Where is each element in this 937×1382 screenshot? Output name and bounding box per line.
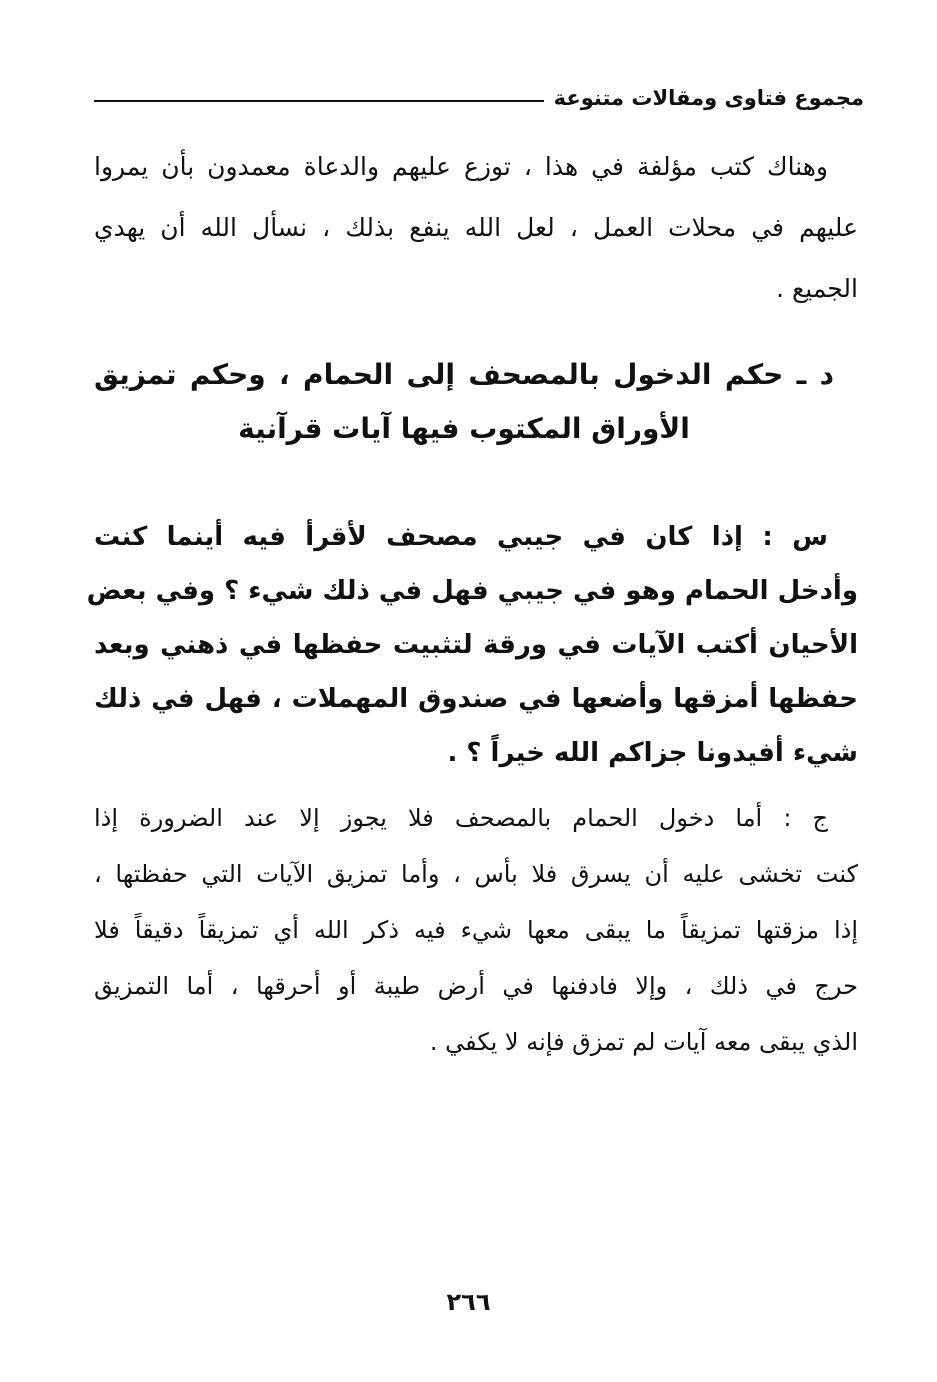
- question-line: وأدخل الحمام وهو في جيبي فهل في ذلك شيء ؟ وفي بعض: [86, 576, 858, 606]
- section-heading-line: د ـ حكم الدخول بالمصحف إلى الحمام ، وحكم تمزيق: [94, 358, 834, 391]
- section-heading-line: الأوراق المكتوب فيها آيات قرآنية: [238, 412, 690, 445]
- running-header: [94, 78, 864, 118]
- page-number: ٢٦٦: [446, 1288, 491, 1316]
- answer-paragraph: [94, 790, 858, 1070]
- intro-line: وهناك كتب مؤلفة في هذا ، توزع عليهم والدعاة معمدون بأن يمروا: [94, 152, 828, 181]
- answer-line: كنت تخشى عليه أن يسرق فلا بأس ، وأما تمزيق الآيات التي حفظتها ،: [94, 860, 858, 888]
- answer-line: حرج في ذلك ، وإلا فادفنها في أرض طيبة أو أحرقها ، أما التمزيق: [94, 972, 858, 1000]
- question-line: س : إذا كان في جيبي مصحف لأقرأ فيه أينما كنت: [94, 522, 828, 552]
- answer-line: ج : أما دخول الحمام بالمصحف فلا يجوز إلا عند الضرورة إذا: [94, 804, 828, 832]
- answer-line: الذي يبقى معه آيات لم تمزق فإنه لا يكفي .: [429, 1028, 858, 1056]
- question-paragraph: [86, 510, 858, 780]
- section-heading: [94, 348, 834, 456]
- question-line: الأحيان أكتب الآيات في ورقة لتثبيت حفظها في ذهني وبعد: [94, 630, 858, 660]
- header-rule: [94, 100, 544, 102]
- running-header-title: مجموع فتاوى ومقالات متنوعة: [553, 86, 864, 110]
- answer-line: إذا مزقتها تمزيقاً ما يبقى معها شيء فيه ذكر الله أي تمزيقاً دقيقاً فلا: [94, 916, 858, 944]
- intro-paragraph: [94, 136, 858, 319]
- intro-line: عليهم في محلات العمل ، لعل الله ينفع بذلك ، نسأل الله أن يهدي: [94, 213, 858, 242]
- question-line: شيء أفيدونا جزاكم الله خيراً ؟ .: [447, 738, 858, 768]
- question-line: حفظها أمزقها وأضعها في صندوق المهملات ، فهل في ذلك: [94, 684, 858, 714]
- intro-line: الجميع .: [776, 274, 858, 303]
